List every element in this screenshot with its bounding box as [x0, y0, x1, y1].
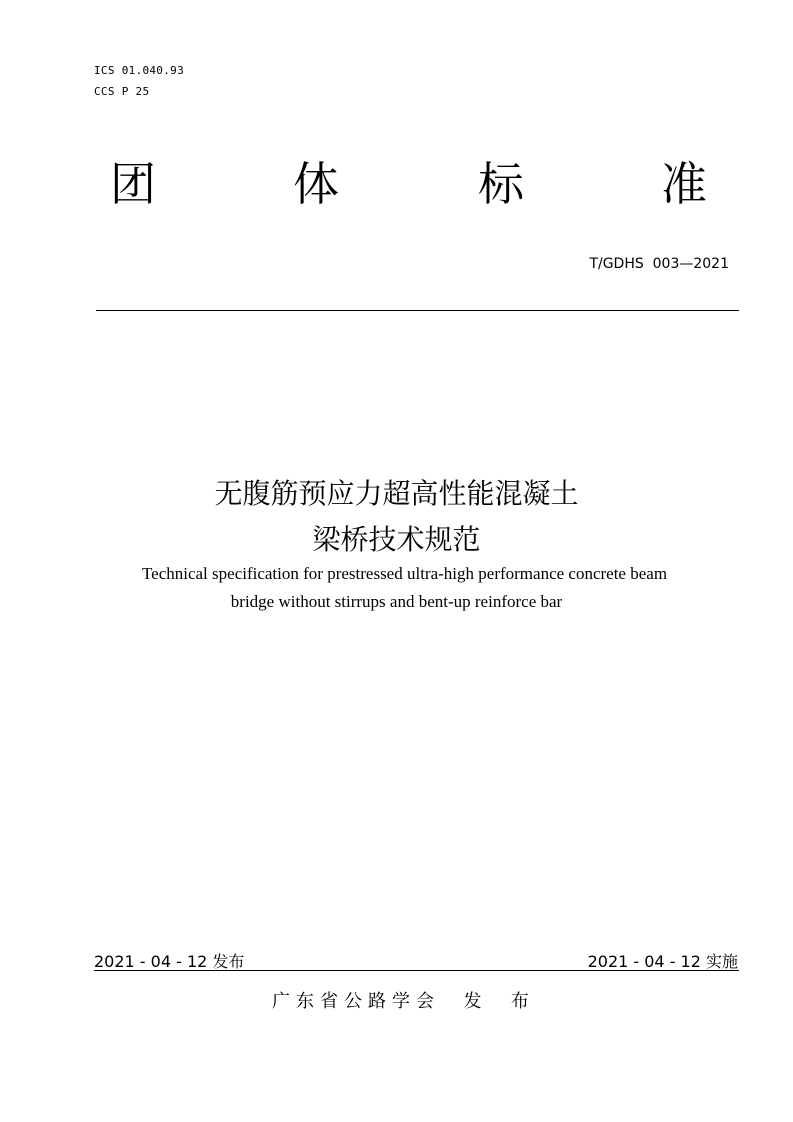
issue-date: 2021 - 04 - 12 发布 [94, 952, 245, 971]
title-chinese-line-1: 无腹筋预应力超高性能混凝土 [214, 477, 579, 510]
standard-type-heading [0, 152, 793, 216]
standard-type-char: 团 [110, 157, 156, 211]
standard-number: T/GDHS 003—2021 [589, 256, 729, 272]
title-chinese-line-2: 梁桥技术规范 [312, 523, 481, 556]
standard-type-char: 标 [478, 157, 524, 211]
publisher: 广东省公路学会 发 布 [272, 991, 535, 1012]
title-english-line-1: Technical specification for prestressed ultra-high performance concrete beam [141, 564, 668, 583]
top-divider [96, 310, 739, 311]
standard-type-char: 体 [293, 157, 339, 211]
standard-type-char: 准 [661, 157, 707, 211]
implementation-date: 2021 - 04 - 12 实施 [587, 952, 738, 971]
ics-code: ICS 01.040.93 [94, 64, 184, 77]
ccs-code: CCS P 25 [94, 85, 150, 98]
title-english-line-2: bridge without stirrups and bent-up reinforce bar [230, 592, 563, 611]
bottom-divider [94, 970, 739, 971]
